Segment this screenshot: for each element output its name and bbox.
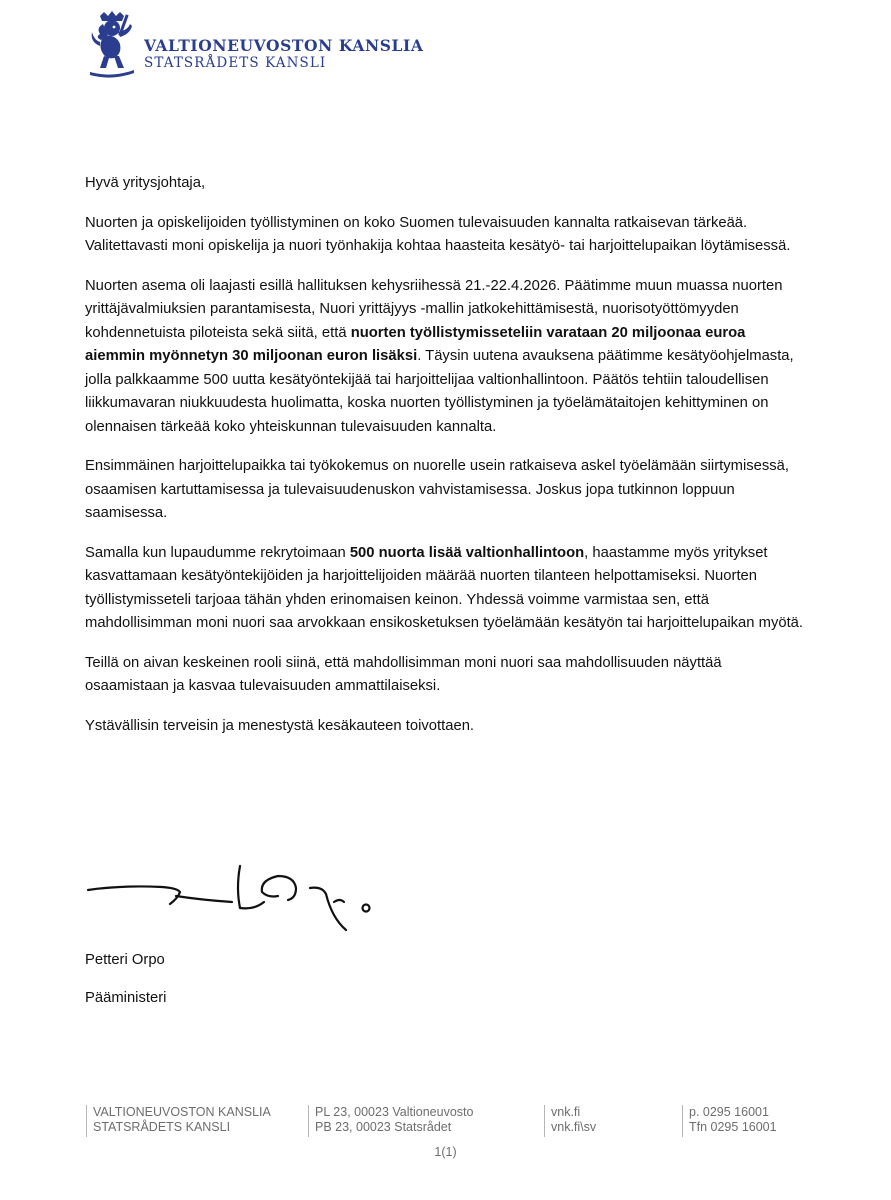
paragraph-4-text-a: Samalla kun lupaudumme rekrytoimaan: [85, 544, 350, 561]
letterhead-org-fi: VALTIONEUVOSTON KANSLIA: [144, 36, 424, 55]
footer-address-fi: PL 23, 00023 Valtioneuvosto: [315, 1105, 474, 1119]
footer-phone: [682, 1105, 777, 1137]
footer-org-fi: VALTIONEUVOSTON KANSLIA: [93, 1105, 271, 1119]
paragraph-2-text-b: . Täysin uutena avauksena päätimme kesätyöohjelmasta, jolla palkkaamme 500 uutta kesätyöntekijää tai harjoittelijaa valtionhallintoon. Päätös tehtiin taloudellisen liikkumavaran niukkuudesta huolimatta, koska nuorten työllistyminen ja työelämätaitojen kehittyminen on olennaisen tärkeää koko yhteiskunnan tulevaisuuden kannalta.: [85, 348, 794, 435]
paragraph-3: Ensimmäinen harjoittelupaikka tai työkokemus on nuorelle usein ratkaiseva askel työelämään siirtymisessä, osaamisen kartuttamisessa ja tulevaisuudenuskon vahvistamisessa. Joskus jopa tutkinnon loppuun saamisessa.: [85, 458, 790, 521]
footer-web-fi: vnk.fi: [551, 1105, 581, 1119]
paragraph-2-text-a: Nuorten asema oli laajasti esillä hallituksen kehysriihessä 21.-22.4.2026. Päätimme muun muassa nuorten yrittäjävalmiuksien parantamisesta, Nuori yrittäjyys -mallin jatkokehittämisestä, nuorisotyöttömyyden kohdennetuista piloteista sekä siitä, että: [85, 277, 783, 341]
greeting: Hyvä yritysjohtaja,: [85, 175, 206, 191]
paragraph-2-bold: nuorten työllistymisseteliin varataan 20 miljoonaa euroa aiemmin myönnetyn 30 miljoonan euron lisäksi: [85, 324, 746, 364]
letterhead-org-sv: STATSRÅDETS KANSLI: [144, 55, 327, 71]
footer-phone-sv: Tfn 0295 16001: [689, 1120, 777, 1134]
footer-address-sv: PB 23, 00023 Statsrådet: [315, 1120, 452, 1134]
page-number: 1(1): [434, 1145, 457, 1159]
paragraph-5: Teillä on aivan keskeinen rooli siinä, että mahdollisimman moni nuori saa mahdollisuuden näyttää osaamistaan ja kasvaa tulevaisuuden ammattilaiseksi.: [85, 654, 722, 694]
signer-name: Petteri Orpo: [85, 952, 165, 968]
footer-org-sv: STATSRÅDETS KANSLI: [93, 1120, 231, 1134]
footer-web-sv: vnk.fi\sv: [551, 1120, 597, 1134]
paragraph-4: [85, 542, 807, 636]
letter-body: [85, 172, 807, 754]
paragraph-4-text-b: , haastamme myös yritykset kasvattamaan kesätyöntekijöiden ja harjoittelijoiden määrää nuorten tilanteen helpottamiseksi. Nuorten työllistymisseteli tarjoaa tähän yhden erinomaisen keinon. Yhdessä voimme varmistaa sen, että mahdollisimman moni nuori saa arvokkaan ensikosketuksen työelämään kesätyön tai harjoittelupaikan myötä.: [85, 544, 804, 631]
footer-web: [544, 1105, 596, 1137]
signer-title: Pääministeri: [85, 990, 167, 1006]
footer-address: [308, 1105, 473, 1137]
paragraph-1: Nuorten ja opiskelijoiden työllistyminen on koko Suomen tulevaisuuden kannalta ratkaisevan tärkeää. Valitettavasti moni opiskelija ja nuori työnhakija kohtaa haasteita kesätyö- tai harjoittelupaikan löytämisessä.: [85, 214, 791, 254]
closing: Ystävällisin terveisin ja menestystä kesäkauteen toivottaen.: [85, 717, 475, 734]
paragraph-4-bold: 500 nuorta lisää valtionhallintoon: [349, 544, 585, 561]
handwritten-signature: [82, 858, 382, 938]
lion-coat-of-arms-icon: [86, 10, 138, 80]
footer-org: [86, 1105, 271, 1137]
page-footer: [0, 1105, 891, 1139]
footer-phone-fi: p. 0295 16001: [689, 1105, 769, 1119]
letterhead-logo: [86, 10, 426, 82]
paragraph-2: [85, 275, 807, 440]
